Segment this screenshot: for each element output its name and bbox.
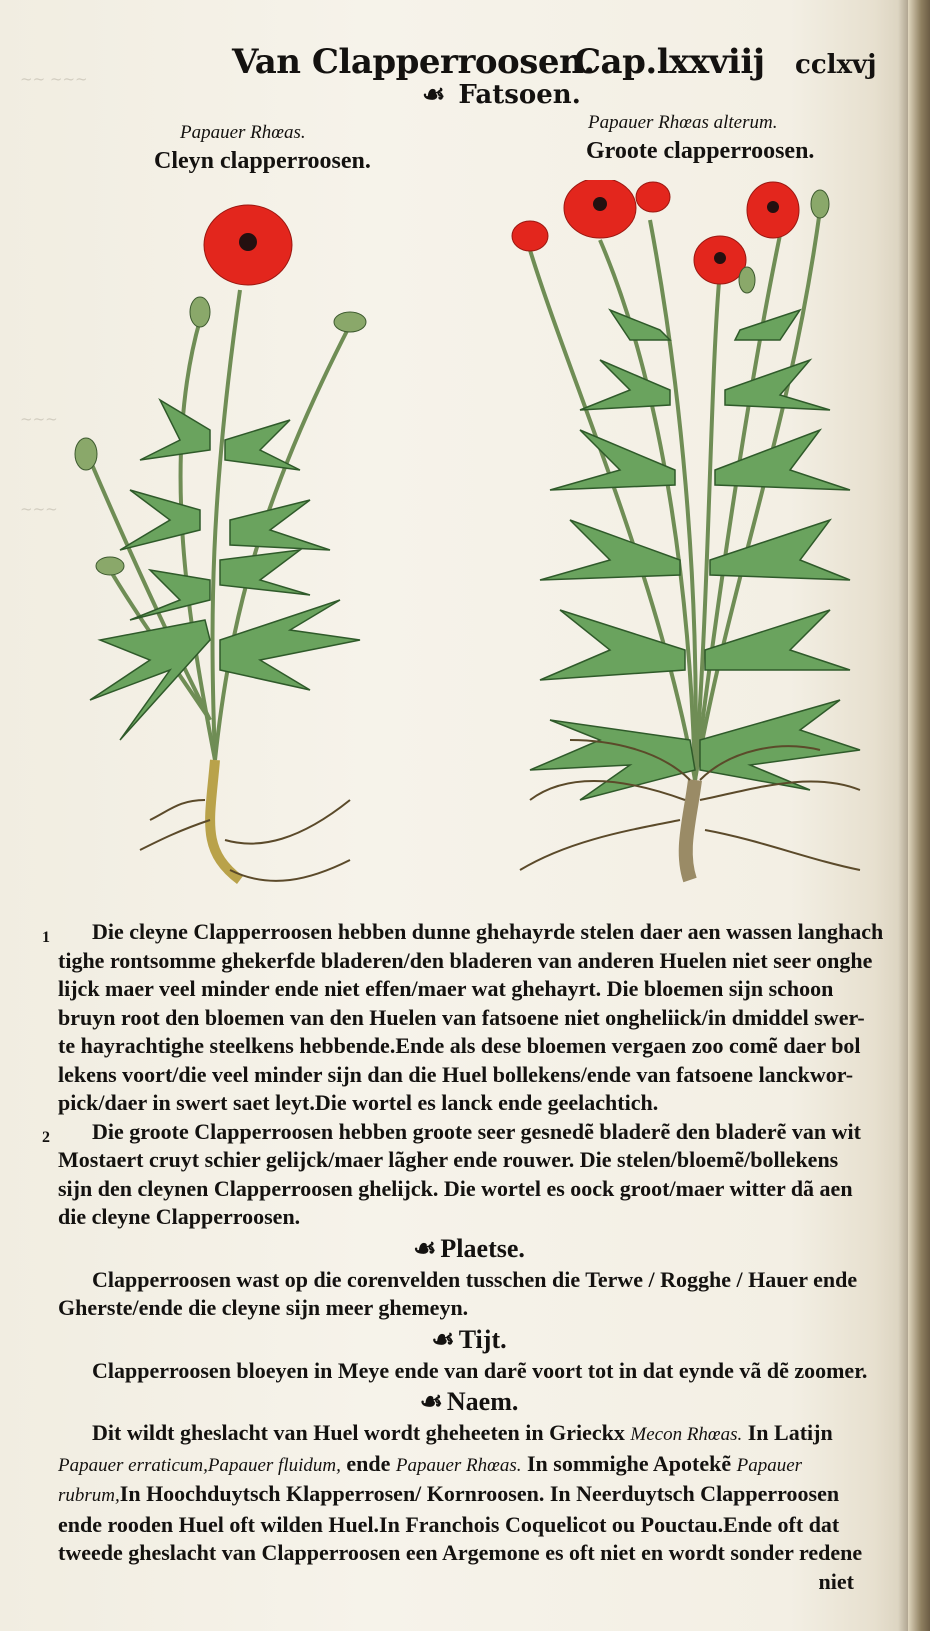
paragraph-line: lekens voort/die veel minder sijn dan die Huel bollekens/ende van fatsoene lanckwor- bbox=[58, 1061, 854, 1087]
subheading-label: Fatsoen. bbox=[458, 80, 581, 110]
show-through-text: ~~ ~~~ bbox=[20, 70, 88, 88]
latin-name: Mecon Rhœas. bbox=[630, 1424, 743, 1445]
section-heading-label: Naem. bbox=[446, 1387, 519, 1416]
poppy-flower-icon bbox=[204, 205, 292, 285]
section-heading bbox=[44, 1323, 894, 1357]
paragraph-line: die cleyne Clapperroosen. bbox=[58, 1204, 301, 1229]
paragraph-line: Die cleyne Clapperroosen hebben dunne ghehayrde stelen daer aen wassen langhach bbox=[92, 919, 884, 944]
paragraph-line bbox=[44, 1419, 894, 1450]
book-gutter bbox=[908, 0, 930, 1631]
paragraph-line: Clapperroosen bloeyen in Meye ende van darẽ voort tot in dat eynde vã dẽ zoomer. bbox=[92, 1357, 868, 1383]
figure-1-dutch-name: Cleyn clapperroosen. bbox=[154, 148, 371, 174]
pilcrow-icon: ☙ bbox=[431, 1324, 455, 1354]
large-poppy-illustration bbox=[510, 180, 890, 900]
subheading bbox=[422, 80, 581, 110]
poppy-flower-icon bbox=[564, 180, 636, 238]
section-heading-label: Plaetse. bbox=[440, 1233, 525, 1263]
page-shadow bbox=[898, 0, 908, 1631]
figure-2-latin-name: Papauer Rhœas alterum. bbox=[588, 112, 778, 133]
pilcrow-icon: ☙ bbox=[419, 1387, 443, 1416]
paragraph-line: lijck maer veel minder ende niet effen/maer wat ghehayrt. Die bloemen sijn schoon bbox=[58, 976, 834, 1001]
poppy-flower-icon bbox=[636, 182, 670, 212]
paragraph-line bbox=[44, 1511, 894, 1540]
folio-number: cclxvj bbox=[795, 50, 877, 80]
small-poppy-illustration bbox=[60, 200, 390, 900]
section-heading-label: Tijt. bbox=[458, 1324, 507, 1354]
figure-1-latin-name: Papauer Rhœas. bbox=[180, 122, 306, 143]
paragraph-number: 1 bbox=[42, 929, 50, 946]
paragraph-line bbox=[44, 1480, 894, 1511]
latin-name: Papauer erraticum,Papauer fluidum, bbox=[58, 1454, 341, 1476]
paragraph-line: Clapperroosen wast op die corenvelden tusschen die Terwe / Rogghe / Hauer ende bbox=[92, 1266, 858, 1292]
text-run: ende bbox=[340, 1450, 396, 1476]
section-paragraph bbox=[44, 1419, 894, 1596]
text-run: In sommighe Apotekẽ bbox=[521, 1450, 737, 1476]
page-title: Van Clapperroosen. bbox=[232, 42, 595, 82]
paragraph-line: bruyn root den bloemen van den Huelen van fatsoene niet ongheliick/in dmiddel swer- bbox=[58, 1004, 865, 1030]
text-run: In Hoochduytsch Klapperrosen/ Kornroosen. In Neerduytsch Clapperroosen bbox=[119, 1481, 840, 1506]
latin-name: Papauer Rhœas. bbox=[395, 1454, 522, 1476]
text-run: Dit wildt gheslacht van Huel wordt gheheeten in Grieckx bbox=[92, 1420, 631, 1445]
text-run: ende rooden Huel oft wilden Huel.In Franchois Coquelicot ou Pouctau.Ende oft dat bbox=[58, 1511, 840, 1537]
paragraph-line: te hayrachtighe steelkens hebbende.Ende als dese bloemen vergaen zoo comẽ daer bol bbox=[58, 1033, 861, 1058]
paragraph-line: pick/daer in swert saet leyt.Die wortel es lanck ende geelachtich. bbox=[58, 1090, 659, 1115]
text-body bbox=[44, 918, 894, 1596]
poppy-flower-icon bbox=[747, 182, 799, 238]
paragraph-line: Die groote Clapperroosen hebben groote seer gesnedẽ bladerẽ den bladerẽ van wit bbox=[92, 1118, 861, 1144]
section-heading bbox=[44, 1385, 894, 1419]
latin-name: rubrum, bbox=[58, 1485, 120, 1506]
paragraph-line bbox=[44, 1450, 894, 1481]
section-paragraph bbox=[44, 1266, 894, 1323]
show-through-text: ~~~ bbox=[20, 410, 58, 428]
paragraph-line: tighe rontsomme ghekerfde bladeren/den bladeren van anderen Huelen niet seer onghe bbox=[58, 947, 873, 973]
paragraph-line: Mostaert cruyt schier gelijck/maer lãgher ende rouwer. Die stelen/bloemẽ/bollekens bbox=[58, 1147, 839, 1172]
paragraph-line: Gherste/ende die cleyne sijn meer ghemeyn. bbox=[58, 1295, 469, 1320]
poppy-flower-icon bbox=[694, 236, 746, 284]
description-paragraph bbox=[44, 1118, 894, 1232]
paragraph-number: 2 bbox=[42, 1128, 50, 1146]
description-paragraph bbox=[44, 918, 894, 1118]
paragraph-line: sijn den cleynen Clapperroosen ghelijck. Die wortel es oock groot/maer witter dã aen bbox=[58, 1175, 853, 1201]
show-through-text: ~~~ bbox=[20, 500, 58, 518]
text-run: In Latijn bbox=[742, 1420, 833, 1445]
pilcrow-icon: ☙ bbox=[422, 80, 446, 110]
paragraph-line bbox=[44, 1539, 894, 1568]
text-run: tweede gheslacht van Clapperroosen een Argemone es oft niet en wordt sonder redene bbox=[58, 1540, 863, 1565]
chapter-number: Cap.lxxviij bbox=[574, 42, 765, 82]
section-paragraph bbox=[44, 1357, 894, 1386]
poppy-flower-icon bbox=[512, 221, 548, 251]
figure-2-dutch-name: Groote clapperroosen. bbox=[586, 138, 815, 164]
section-heading bbox=[44, 1232, 894, 1266]
pilcrow-icon: ☙ bbox=[413, 1233, 437, 1263]
paragraph-line bbox=[44, 1568, 894, 1597]
text-run: niet bbox=[818, 1568, 854, 1594]
latin-name: Papauer bbox=[736, 1454, 803, 1476]
